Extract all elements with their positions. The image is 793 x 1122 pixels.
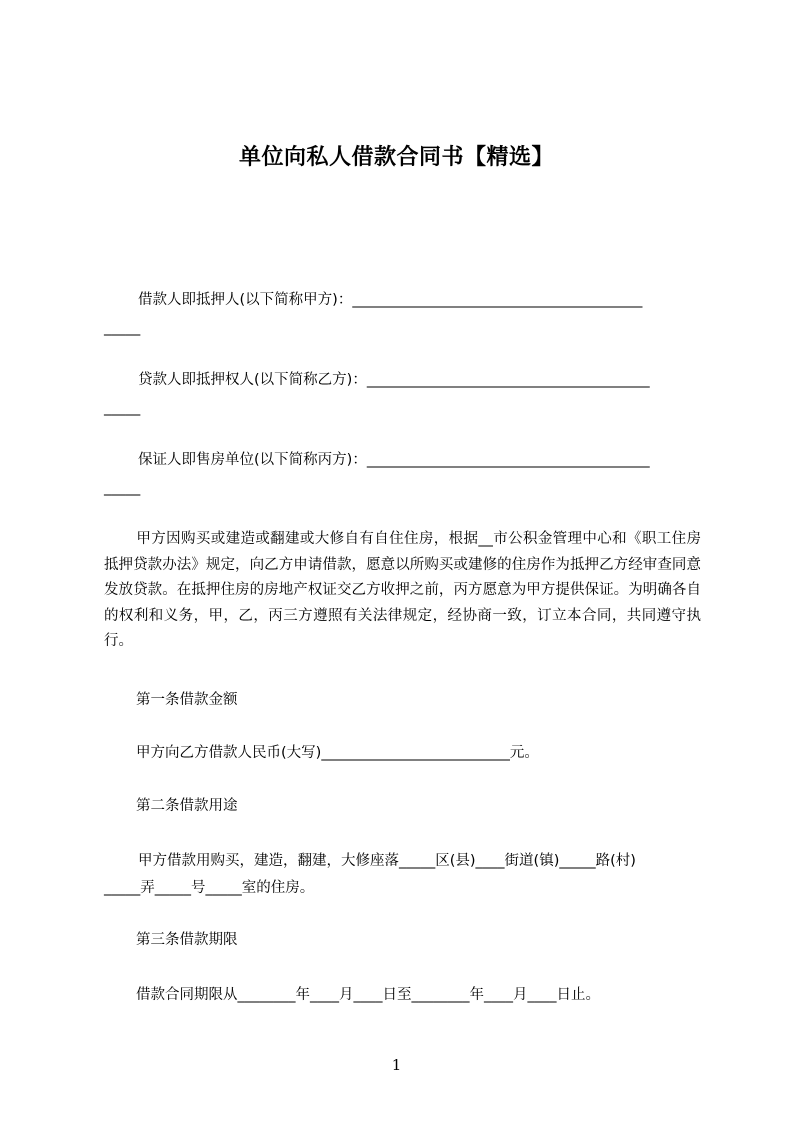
page-number: 1 (391, 1056, 402, 1074)
article-3-heading: 第三条借款期限 (136, 932, 238, 948)
guarantor-line: 保证人即售房单位(以下简称丙方)：_______________________________________ (138, 452, 650, 468)
lender-line-continued: _____ (104, 400, 141, 416)
intro-paragraph-text: 甲方因购买或建造或翻建或大修自有自住住房，根据__市公积金管理中心和《职工住房抵押贷款办法》规定，向乙方申请借款，愿意以所购买或建修的住房作为抵押乙方经审查同意发放贷款。在抵押住房的房地产权证交乙方收押之前，丙方愿意为甲方提供保证。为明确各自的权利和义务，甲，乙，丙三方遵照有关法律规定，经协商一致，订立本合同，共同遵守执行。 (104, 531, 701, 650)
guarantor-line-continued: _____ (104, 480, 141, 496)
article-2-heading: 第二条借款用途 (136, 798, 238, 814)
document-title: 单位向私人借款合同书【精选】 (238, 145, 554, 170)
article-1-body: 甲方向乙方借款人民币(大写)__________________________元。 (136, 745, 539, 761)
borrower-line: 借款人即抵押人(以下简称甲方)：________________________________________ (138, 292, 643, 308)
lender-line: 贷款人即抵押权人(以下简称乙方)：_______________________________________ (138, 372, 650, 388)
article-2-body: 甲方借款用购买，建造，翻建，大修座落_____区(县)____街道(镇)_____路(村) (138, 853, 636, 869)
article-2-body-continued: _____弄_____号_____室的住房。 (104, 880, 315, 896)
intro-paragraph (104, 527, 701, 655)
article-3-body: 借款合同期限从________年____月____日至________年____月____日止。 (136, 987, 600, 1003)
article-1-heading: 第一条借款金额 (136, 692, 238, 708)
borrower-line-continued: _____ (104, 320, 141, 336)
